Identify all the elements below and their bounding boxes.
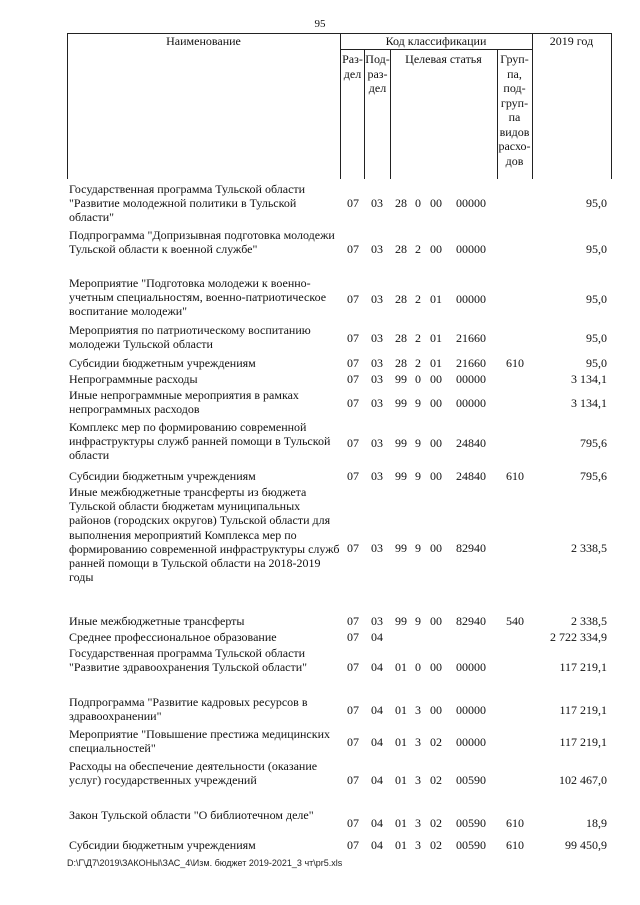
page-number: 95 (314, 18, 326, 30)
column-header-razdel: Раз- дел (342, 52, 363, 81)
column-header-group: Груп- па, под- груп- па видов расхо- дов (498, 52, 531, 168)
file-path-footer: D:\Г\Д7\2019\ЗАКОНЫ\ЗАС_4\Изм. бюджет 2019-2021_3 чт\pr5.xls (67, 858, 343, 868)
column-header-target: Целевая статья (405, 52, 482, 66)
column-header-podrazdel: Под- раз- дел (365, 52, 390, 95)
table-header (67, 33, 612, 179)
column-header-name: Наименование (166, 34, 241, 48)
column-header-code: Код классификации (385, 34, 487, 48)
column-header-year: 2019 год (549, 34, 594, 48)
